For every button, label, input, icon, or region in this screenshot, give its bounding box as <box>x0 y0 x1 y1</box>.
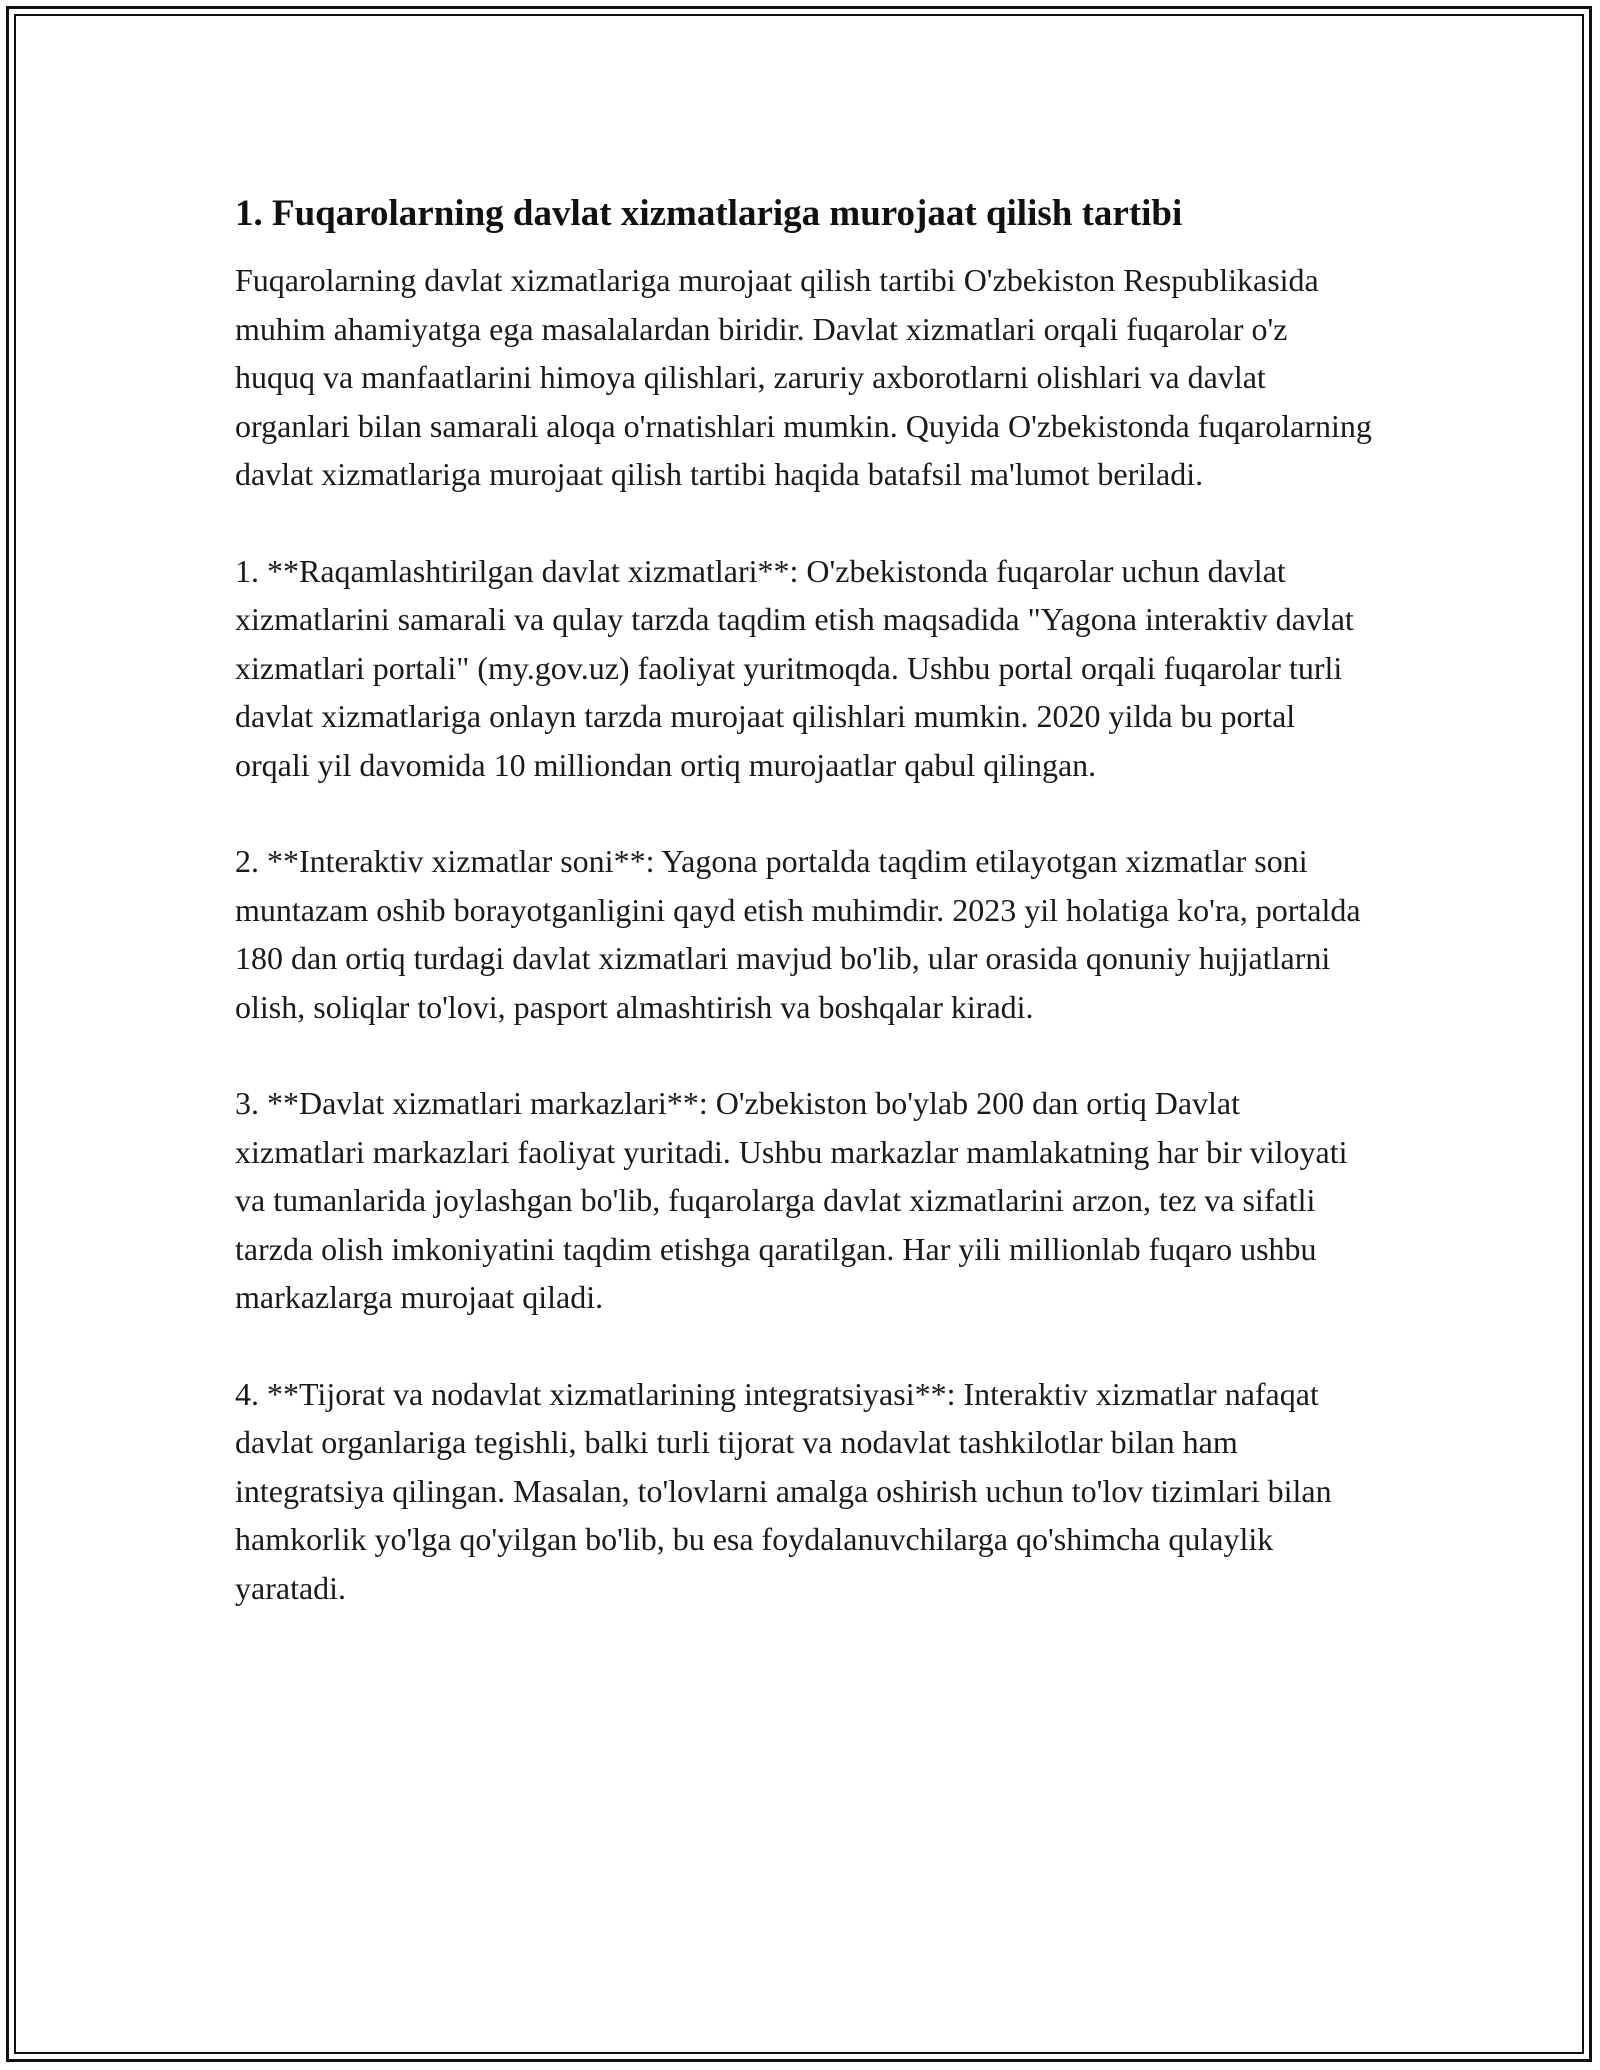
document-body <box>235 188 1375 1660</box>
intro-paragraph: Fuqarolarning davlat xizmatlariga murojaat qilish tartibi O'zbekiston Respublikasida muhim ahamiyatga ega masalalardan biridir. Davlat xizmatlari orqali fuqarolar o'z huquq va manfaatlarini himoya qilishlari, zaruriy axborotlarni olishlari va davlat organlari bilan samarali aloqa o'rnatishlari mumkin. Quyida O'zbekistonda fuqarolarning davlat xizmatlariga murojaat qilish tartibi haqida batafsil ma'lumot beriladi. <box>235 262 1372 492</box>
paragraph-service-centers: 3. **Davlat xizmatlari markazlari**: O'zbekiston bo'ylab 200 dan ortiq Davlat xizmatlari markazlari faoliyat yuritadi. Ushbu markazlar mamlakatning har bir viloyati va tumanlarida joylashgan bo'lib, fuqarolarga davlat xizmatlarini arzon, tez va sifatli tarzda olish imkoniyatini taqdim etishga qaratilgan. Har yili millionlab fuqaro ushbu markazlarga murojaat qiladi. <box>235 1085 1348 1315</box>
paragraph-digital-services: 1. **Raqamlashtirilgan davlat xizmatlari**: O'zbekistonda fuqarolar uchun davlat xizmatlarini samarali va qulay tarzda taqdim etish maqsadida "Yagona interaktiv davlat xizmatlari portali" (my.gov.uz) faoliyat yuritmoqda. Ushbu portal orqali fuqarolar turli davlat xizmatlariga onlayn tarzda murojaat qilishlari mumkin. 2020 yilda bu portal orqali yil davomida 10 milliondan ortiq murojaatlar qabul qilingan. <box>235 552 1354 783</box>
paragraph-interactive-services: 2. **Interaktiv xizmatlar soni**: Yagona portalda taqdim etilayotgan xizmatlar soni muntazam oshib borayotganligini qayd etish muhimdir. 2023 yil holatiga ko'ra, portalda 180 dan ortiq turdagi davlat xizmatlari mavjud bo'lib, ular orasida qonuniy hujjatlarni olish, soliqlar to'lovi, pasport almashtirish va boshqalar kiradi. <box>235 843 1361 1025</box>
document-title: 1. Fuqarolarning davlat xizmatlariga murojaat qilish tartibi <box>235 193 1183 234</box>
paragraph-integration: 4. **Tijorat va nodavlat xizmatlarining integratsiyasi**: Interaktiv xizmatlar nafaqat davlat organlariga tegishli, balki turli tijorat va nodavlat tashkilotlar bilan ham integratsiya qilingan. Masalan, to'lovlarni amalga oshirish uchun to'lov tizimlari bilan hamkorlik yo'lga qo'yilgan bo'lib, bu esa foydalanuvchilarga qo'shimcha qulaylik yaratadi. <box>235 1375 1332 1606</box>
